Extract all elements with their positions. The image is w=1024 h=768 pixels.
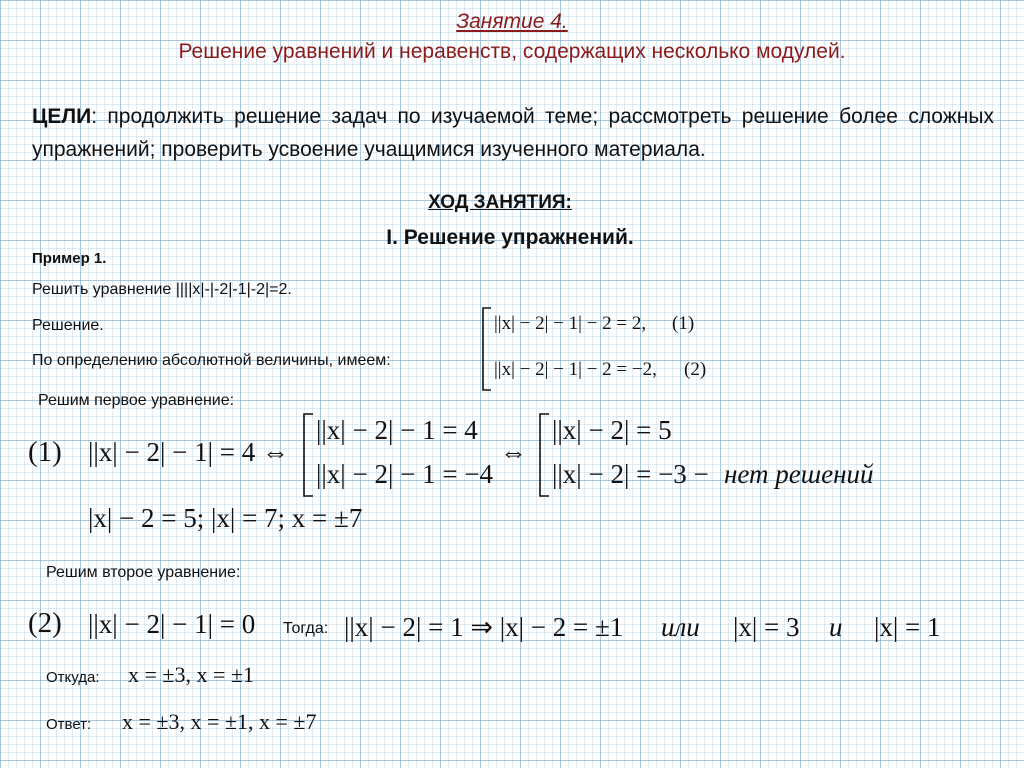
- first-case-3: ||x| − 2| = 5: [552, 415, 672, 445]
- whence-value: x = ±3, x = ±1: [128, 662, 254, 687]
- first-equation-num: (1): [28, 436, 62, 468]
- goals-label: ЦЕЛИ: [32, 105, 92, 128]
- first-equation: ||x| − 2| − 1| = 4 ⇔: [88, 437, 289, 467]
- second-equation: ||x| − 2| − 1| = 0: [88, 609, 256, 639]
- first-bracket-1: [300, 412, 316, 498]
- first-case-1: ||x| − 2| − 1 = 4: [316, 415, 478, 445]
- system-num-2: (2): [684, 359, 707, 380]
- whence-label: Откуда:: [46, 669, 100, 686]
- second-equation-label: Решим второе уравнение:: [46, 564, 241, 581]
- answer-label: Ответ:: [46, 716, 92, 733]
- example-label: Пример 1.: [32, 250, 107, 267]
- first-case-4: ||x| − 2| = −3 −: [552, 459, 709, 489]
- system-line-2: ||x| − 2| − 1| − 2 = −2,: [494, 359, 657, 380]
- lesson-subtitle: Решение уравнений и неравенств, содержащих несколько модулей.: [178, 40, 846, 63]
- first-equation-label: Решим первое уравнение:: [38, 392, 235, 409]
- first-equiv: ⇔: [500, 437, 527, 467]
- first-bracket-2: [536, 412, 552, 498]
- course-heading: ХОД ЗАНЯТИЯ:: [428, 192, 572, 213]
- goals-text: : продолжить решение задач по изучаемой теме; рассмотреть решение более сложных упражнений; проверить усвоение учащимися изученного материала.: [32, 105, 994, 161]
- solution-label: Решение.: [32, 317, 104, 334]
- definition-text: По определению абсолютной величины, имеем:: [32, 352, 391, 369]
- goals-paragraph: [32, 100, 994, 166]
- and-word: и: [829, 612, 843, 642]
- no-solutions-text: нет решений: [724, 459, 874, 489]
- lesson-title: Занятие 4.: [456, 10, 568, 33]
- system-num-1: (1): [672, 313, 695, 334]
- answer-value: x = ±3, x = ±1, x = ±7: [122, 709, 317, 734]
- system-bracket-1: [480, 306, 494, 392]
- second-equation-num: (2): [28, 607, 62, 639]
- first-result: |x| − 2 = 5; |x| = 7; x = ±7: [88, 503, 363, 533]
- then-label: Тогда:: [283, 620, 329, 637]
- or-word: или: [661, 612, 700, 642]
- first-case-2: ||x| − 2| − 1 = −4: [316, 459, 494, 489]
- second-chain: ||x| − 2| = 1 ⇒ |x| − 2 = ±1: [344, 612, 624, 642]
- example-task: Решить уравнение ||||x|-|-2|-1|-2|=2.: [32, 281, 292, 298]
- abs-x-1: |x| = 1: [874, 612, 941, 642]
- system-line-1: ||x| − 2| − 1| − 2 = 2,: [494, 313, 647, 334]
- section-heading: I. Решение упражнений.: [386, 226, 634, 249]
- abs-x-3: |x| = 3: [733, 612, 800, 642]
